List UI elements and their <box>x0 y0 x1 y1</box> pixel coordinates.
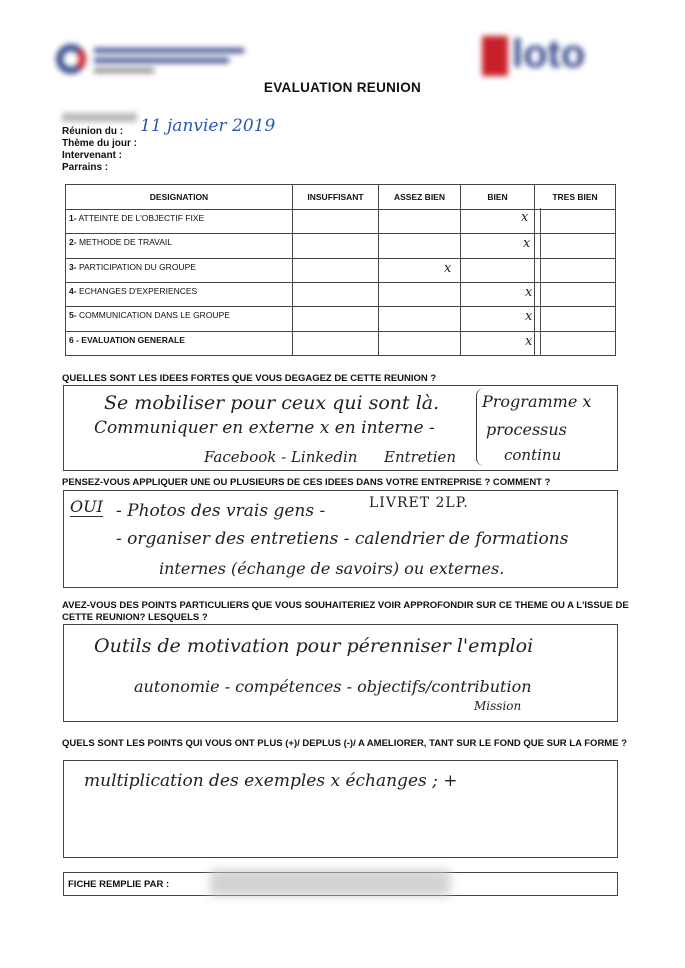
reunion-label: Réunion du : <box>62 126 124 137</box>
table-row: 5- COMMUNICATION DANS LE GROUPE x <box>66 307 616 331</box>
answer-2-oui: OUI <box>70 497 103 516</box>
right-logo-text: loto <box>512 32 586 76</box>
logo-circle-icon <box>56 44 86 74</box>
intervenant-label: Intervenant : <box>62 150 123 161</box>
reunion-date-value: 11 janvier 2019 <box>140 116 276 136</box>
table-header-row <box>66 185 616 210</box>
answer-1-line-3b: Entretien <box>384 448 457 466</box>
answer-2-line-1: - Photos des vrais gens - <box>116 501 326 521</box>
row-label: COMMUNICATION DANS LE GROUPE <box>78 310 230 321</box>
hand-stroke <box>540 208 541 356</box>
table-row: 1- ATTEINTE DE L'OBJECTIF FIXE x <box>66 210 616 234</box>
filled-by-label: FICHE REMPLIE PAR : <box>68 879 170 890</box>
check-mark: x <box>523 236 531 252</box>
table-row: 2- METHODE DE TRAVAIL x <box>66 234 616 258</box>
row-label: METHODE DE TRAVAIL <box>78 237 172 248</box>
theme-label: Thème du jour : <box>62 138 137 149</box>
answer-2-line-3: internes (échange de savoirs) ou externes. <box>159 559 505 578</box>
redacted-line <box>62 113 137 122</box>
answer-box-4 <box>63 760 618 858</box>
row-label: ECHANGES D'EXPERIENCES <box>78 285 198 296</box>
answer-1-side-3: continu <box>504 446 562 464</box>
answer-box-3 <box>63 624 618 722</box>
answer-box-1 <box>63 385 618 471</box>
check-mark: x <box>521 210 529 225</box>
answer-2-line-1b: LIVRET 2LP. <box>369 495 469 511</box>
row-label: PARTICIPATION DU GROUPE <box>78 261 196 272</box>
question-1: QUELLES SONT LES IDEES FORTES QUE VOUS DEGAGEZ DE CETTE REUNION ? <box>62 373 437 384</box>
right-logo <box>482 34 614 82</box>
col-assez-bien: ASSEZ BIEN <box>379 185 461 210</box>
answer-2-line-2: - organiser des entretiens - calendrier de formations <box>116 529 569 549</box>
col-tres-bien: TRES BIEN <box>535 185 616 210</box>
table-row: 3- PARTICIPATION DU GROUPE x <box>66 258 616 282</box>
row-label: EVALUATION GENERALE <box>81 334 185 345</box>
answer-3-line-1: Outils de motivation pour pérenniser l'emploi <box>94 635 534 657</box>
evaluation-table <box>65 184 616 356</box>
table-row: 4- ECHANGES D'EXPERIENCES x <box>66 282 616 306</box>
answer-box-2 <box>63 490 618 588</box>
col-insuffisant: INSUFFISANT <box>293 185 379 210</box>
parrains-label: Parrains : <box>62 162 109 173</box>
answer-3-line-2: autonomie - compétences - objectifs/contribution <box>134 677 532 696</box>
answer-1-side-1: Programme x <box>482 392 592 411</box>
question-2: PENSEZ-VOUS APPLIQUER UNE OU PLUSIEURS DE CES IDEES DANS VOTRE ENTREPRISE ? COMMENT ? <box>62 477 551 488</box>
col-designation: DESIGNATION <box>66 185 293 210</box>
check-mark: x <box>525 284 533 300</box>
check-mark: x <box>525 309 533 325</box>
answer-1-line-3a: Facebook - Linkedin <box>204 448 358 466</box>
answer-1-line-1: Se mobiliser pour ceux qui sont là. <box>104 392 440 414</box>
question-3: AVEZ-VOUS DES POINTS PARTICULIERS QUE VOUS SOUHAITERIEZ VOIR APPROFONDIR SUR CE THEME OU A L'ISSUE DE CETTE REUNION? LESQUELS ? <box>62 600 629 623</box>
table-row: 6 - EVALUATION GENERALE x <box>66 331 616 355</box>
row-label: ATTEINTE DE L'OBJECTIF FIXE <box>78 213 205 223</box>
check-mark: x <box>525 333 533 349</box>
answer-4-line-1: multiplication des exemples x échanges ; + <box>84 771 458 791</box>
answer-1-side-2: processus <box>486 420 567 439</box>
redacted-signature <box>210 870 450 896</box>
answer-1-line-2: Communiquer en externe x en interne - <box>94 418 435 438</box>
check-mark: x <box>444 260 452 276</box>
page-title: EVALUATION REUNION <box>263 80 422 95</box>
col-bien: BIEN <box>461 185 535 210</box>
question-4: QUELS SONT LES POINTS QUI VOUS ONT PLUS (+)/ DEPLUS (-)/ A AMELIORER, TANT SUR LE FOND QUE SUR LA FORME ? <box>62 738 627 749</box>
answer-3-line-3: Mission <box>474 699 522 713</box>
